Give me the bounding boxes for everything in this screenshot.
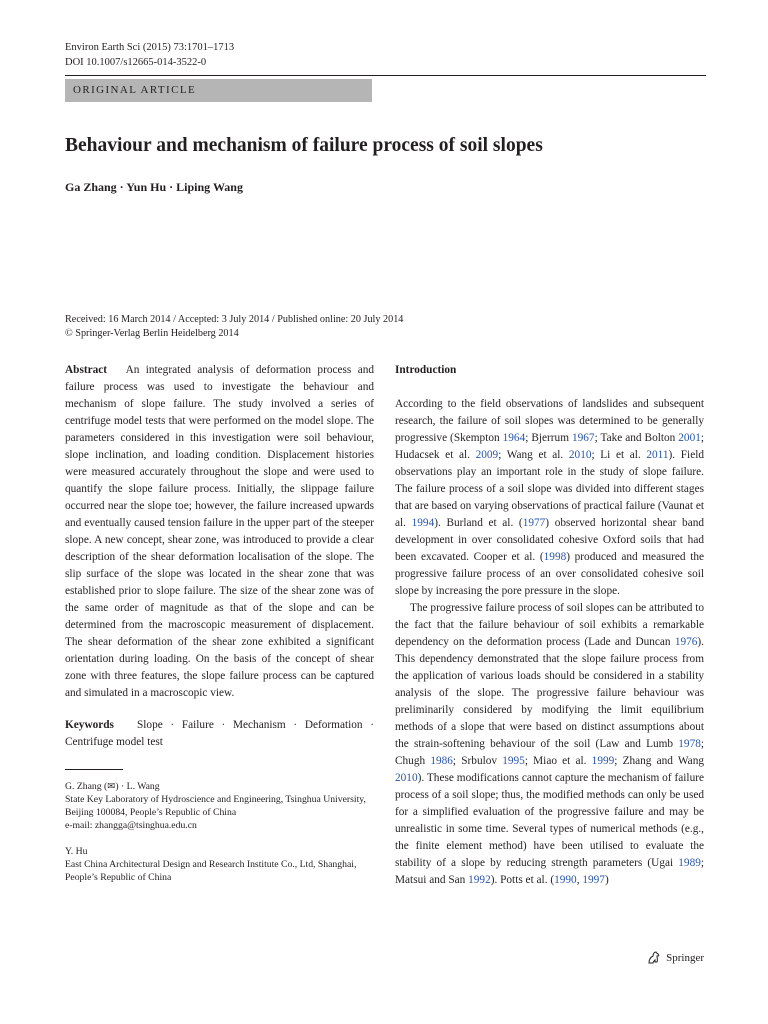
affiliation-divider <box>65 769 123 770</box>
abstract-text: An integrated analysis of deformation process and failure process was used to investigate the behaviour and mechanism of slope failure. The study involved a series of centrifuge model tests that were performed on the model slope. The parameters considered in this investigation were soil behaviour, slope inclination, and loading condition. Displacement histories were measured accurately throughout the slope and were used to quantify the slope failure process. Initially, the slippage failure occurred near the slope toe; however, the failure increased upwards and eventually caused tension failure in the upper part of the steeper slope. A new concept, shear zone, was introduced to provide a clear description of the shear deformation localisation of the slope. The slip surface of the slope was located in the shear zone that was established prior to slope failure. The size of the shear zone was of the same order of magnitude as that of the slope and can be determined from the macroscopic measurement of displacement. The shear deformation of the shear zone exhibited a significant orientation during loading. On the basis of the concept of shear zone with three features, the slope failure process can be captured and simulated in a macroscopic view. <box>65 364 374 699</box>
paragraph-text: ; Li et al. <box>591 449 647 461</box>
affiliation-address: East China Architectural Design and Research Institute Co., Ltd, Shanghai, People’s Republic of China <box>65 859 357 883</box>
introduction-heading: Introduction <box>395 364 457 376</box>
paragraph-text: According to the field observations of landslides and subsequent research, the failure of soil slopes was determined to be generally progressive (Skempton <box>395 398 704 444</box>
paragraph-text: ; Bjerrum <box>525 432 572 444</box>
citation-link[interactable]: 1999 <box>591 755 615 767</box>
citation-link[interactable]: 1992 <box>468 874 491 886</box>
springer-horse-icon <box>646 950 662 966</box>
history-dates: Received: 16 March 2014 / Accepted: 3 July 2014 / Published online: 20 July 2014 <box>65 314 404 325</box>
author-list[interactable]: Ga Zhang · Yun Hu · Liping Wang <box>65 180 243 194</box>
introduction-paragraph-1 <box>395 396 704 600</box>
affiliation-names: Y. Hu <box>65 846 88 857</box>
publisher-footer <box>646 950 704 966</box>
paragraph-text: ) produced and measured the progressive failure process of an over consolidated cohesive soil slope by increasing the pore pressure in the slope. <box>395 551 704 597</box>
publisher-name: Springer <box>666 952 704 964</box>
citation-link[interactable]: 1995 <box>502 755 525 767</box>
citation-link[interactable]: 1976 <box>674 636 698 648</box>
paragraph-text: ; Take and Bolton <box>594 432 679 444</box>
citation-link[interactable]: 2010 <box>568 449 592 461</box>
keywords <box>65 717 374 751</box>
affiliation-1 <box>65 780 374 832</box>
paragraph-text: ; Wang et al. <box>498 449 569 461</box>
citation-link[interactable]: 1964 <box>502 432 526 444</box>
journal-info <box>65 40 234 70</box>
paragraph-text: ; Hudacsek et al. <box>395 432 705 461</box>
journal-citation: Environ Earth Sci (2015) 73:1701–1713 <box>65 42 235 53</box>
citation-link[interactable]: 1994 <box>411 517 435 529</box>
citation-link[interactable]: 1967 <box>571 432 595 444</box>
affiliation-address: State Key Laboratory of Hydroscience and Engineering, Tsinghua University, Beijing 100084, People’s Republic of China <box>65 794 366 818</box>
citation-link[interactable]: 1977 <box>522 517 546 529</box>
citation-link[interactable]: 1997 <box>582 874 605 886</box>
paragraph-text: ). Potts et al. ( <box>490 874 555 886</box>
copyright: © Springer-Verlag Berlin Heidelberg 2014 <box>65 328 239 339</box>
publication-dates <box>65 313 403 341</box>
citation-link[interactable]: 2001 <box>678 432 701 444</box>
paragraph-text: ). Burland et al. ( <box>434 517 523 529</box>
paragraph-text: ) observed horizontal shear band development in over consolidated cohesive Oxford soils that had been excavated. Cooper et al. ( <box>395 517 704 563</box>
paragraph-text: ; Chugh <box>395 738 704 767</box>
keywords-text: Slope · Failure · Mechanism · Deformation · Centrifuge model test <box>65 719 374 748</box>
paragraph-text: , <box>576 874 583 886</box>
citation-link[interactable]: 1989 <box>678 857 701 869</box>
right-column <box>395 362 704 889</box>
abstract <box>65 362 374 702</box>
citation-link[interactable]: 2009 <box>475 449 499 461</box>
citation-link[interactable]: 1978 <box>678 738 701 750</box>
article-title: Behaviour and mechanism of failure process of soil slopes <box>65 135 543 156</box>
citation-link[interactable]: 1990 <box>554 874 577 886</box>
article-type-banner: ORIGINAL ARTICLE <box>65 79 372 102</box>
doi[interactable]: DOI 10.1007/s12665-014-3522-0 <box>65 57 207 68</box>
affiliation-names: G. Zhang (✉) · L. Wang <box>65 781 160 792</box>
citation-link[interactable]: 2010 <box>395 772 418 784</box>
paragraph-text: ; Srbulov <box>452 755 503 767</box>
paragraph-text: ). These modifications cannot capture the mechanism of failure process of a soil slope; thus, the modified methods can only be used for a simplified evaluation of the progressive failure and may be unrealistic in some time. Several types of numerical methods (e.g., the finite element method) have been utilised to evaluate the stability of a slope by reducing strength parameters (Ugai <box>395 772 704 869</box>
paragraph-text: ; Zhang and Wang <box>614 755 704 767</box>
keywords-heading: Keywords <box>65 719 114 731</box>
citation-link[interactable]: 1998 <box>543 551 567 563</box>
paragraph-text: ). This dependency demonstrated that the slope failure process from the application of various loads should be considered in a stability analysis of the slope. The progressive failure behaviour was preliminarily considered by modifying the limit equilibrium methods of a slope that were based on distinct assumptions about the strain-softening behaviour of the soil (Law and Lumb <box>395 636 704 750</box>
paragraph-text: ). Field observations play an important role in the study of slope failure. The failure process of a soil slope was divided into different stages that are based on varying observations of practical failure (Vaunat et al. <box>395 449 704 529</box>
affiliation-email[interactable]: e-mail: zhangga@tsinghua.edu.cn <box>65 820 197 831</box>
citation-link[interactable]: 1986 <box>430 755 453 767</box>
citation-link[interactable]: 2011 <box>646 449 669 461</box>
paragraph-text: ) <box>604 874 609 886</box>
header-rule <box>65 75 706 76</box>
affiliation-2 <box>65 845 374 884</box>
left-column <box>65 362 374 884</box>
introduction-paragraph-2 <box>395 600 704 889</box>
paragraph-text: ; Matsui and San <box>395 857 704 886</box>
paragraph-text: The progressive failure process of soil slopes can be attributed to the fact that the failure behaviour of soil exhibits a remarkable dependency on the deformation process (Lade and Duncan <box>395 602 704 648</box>
paragraph-text: ; Miao et al. <box>524 755 592 767</box>
abstract-heading: Abstract <box>65 364 108 376</box>
